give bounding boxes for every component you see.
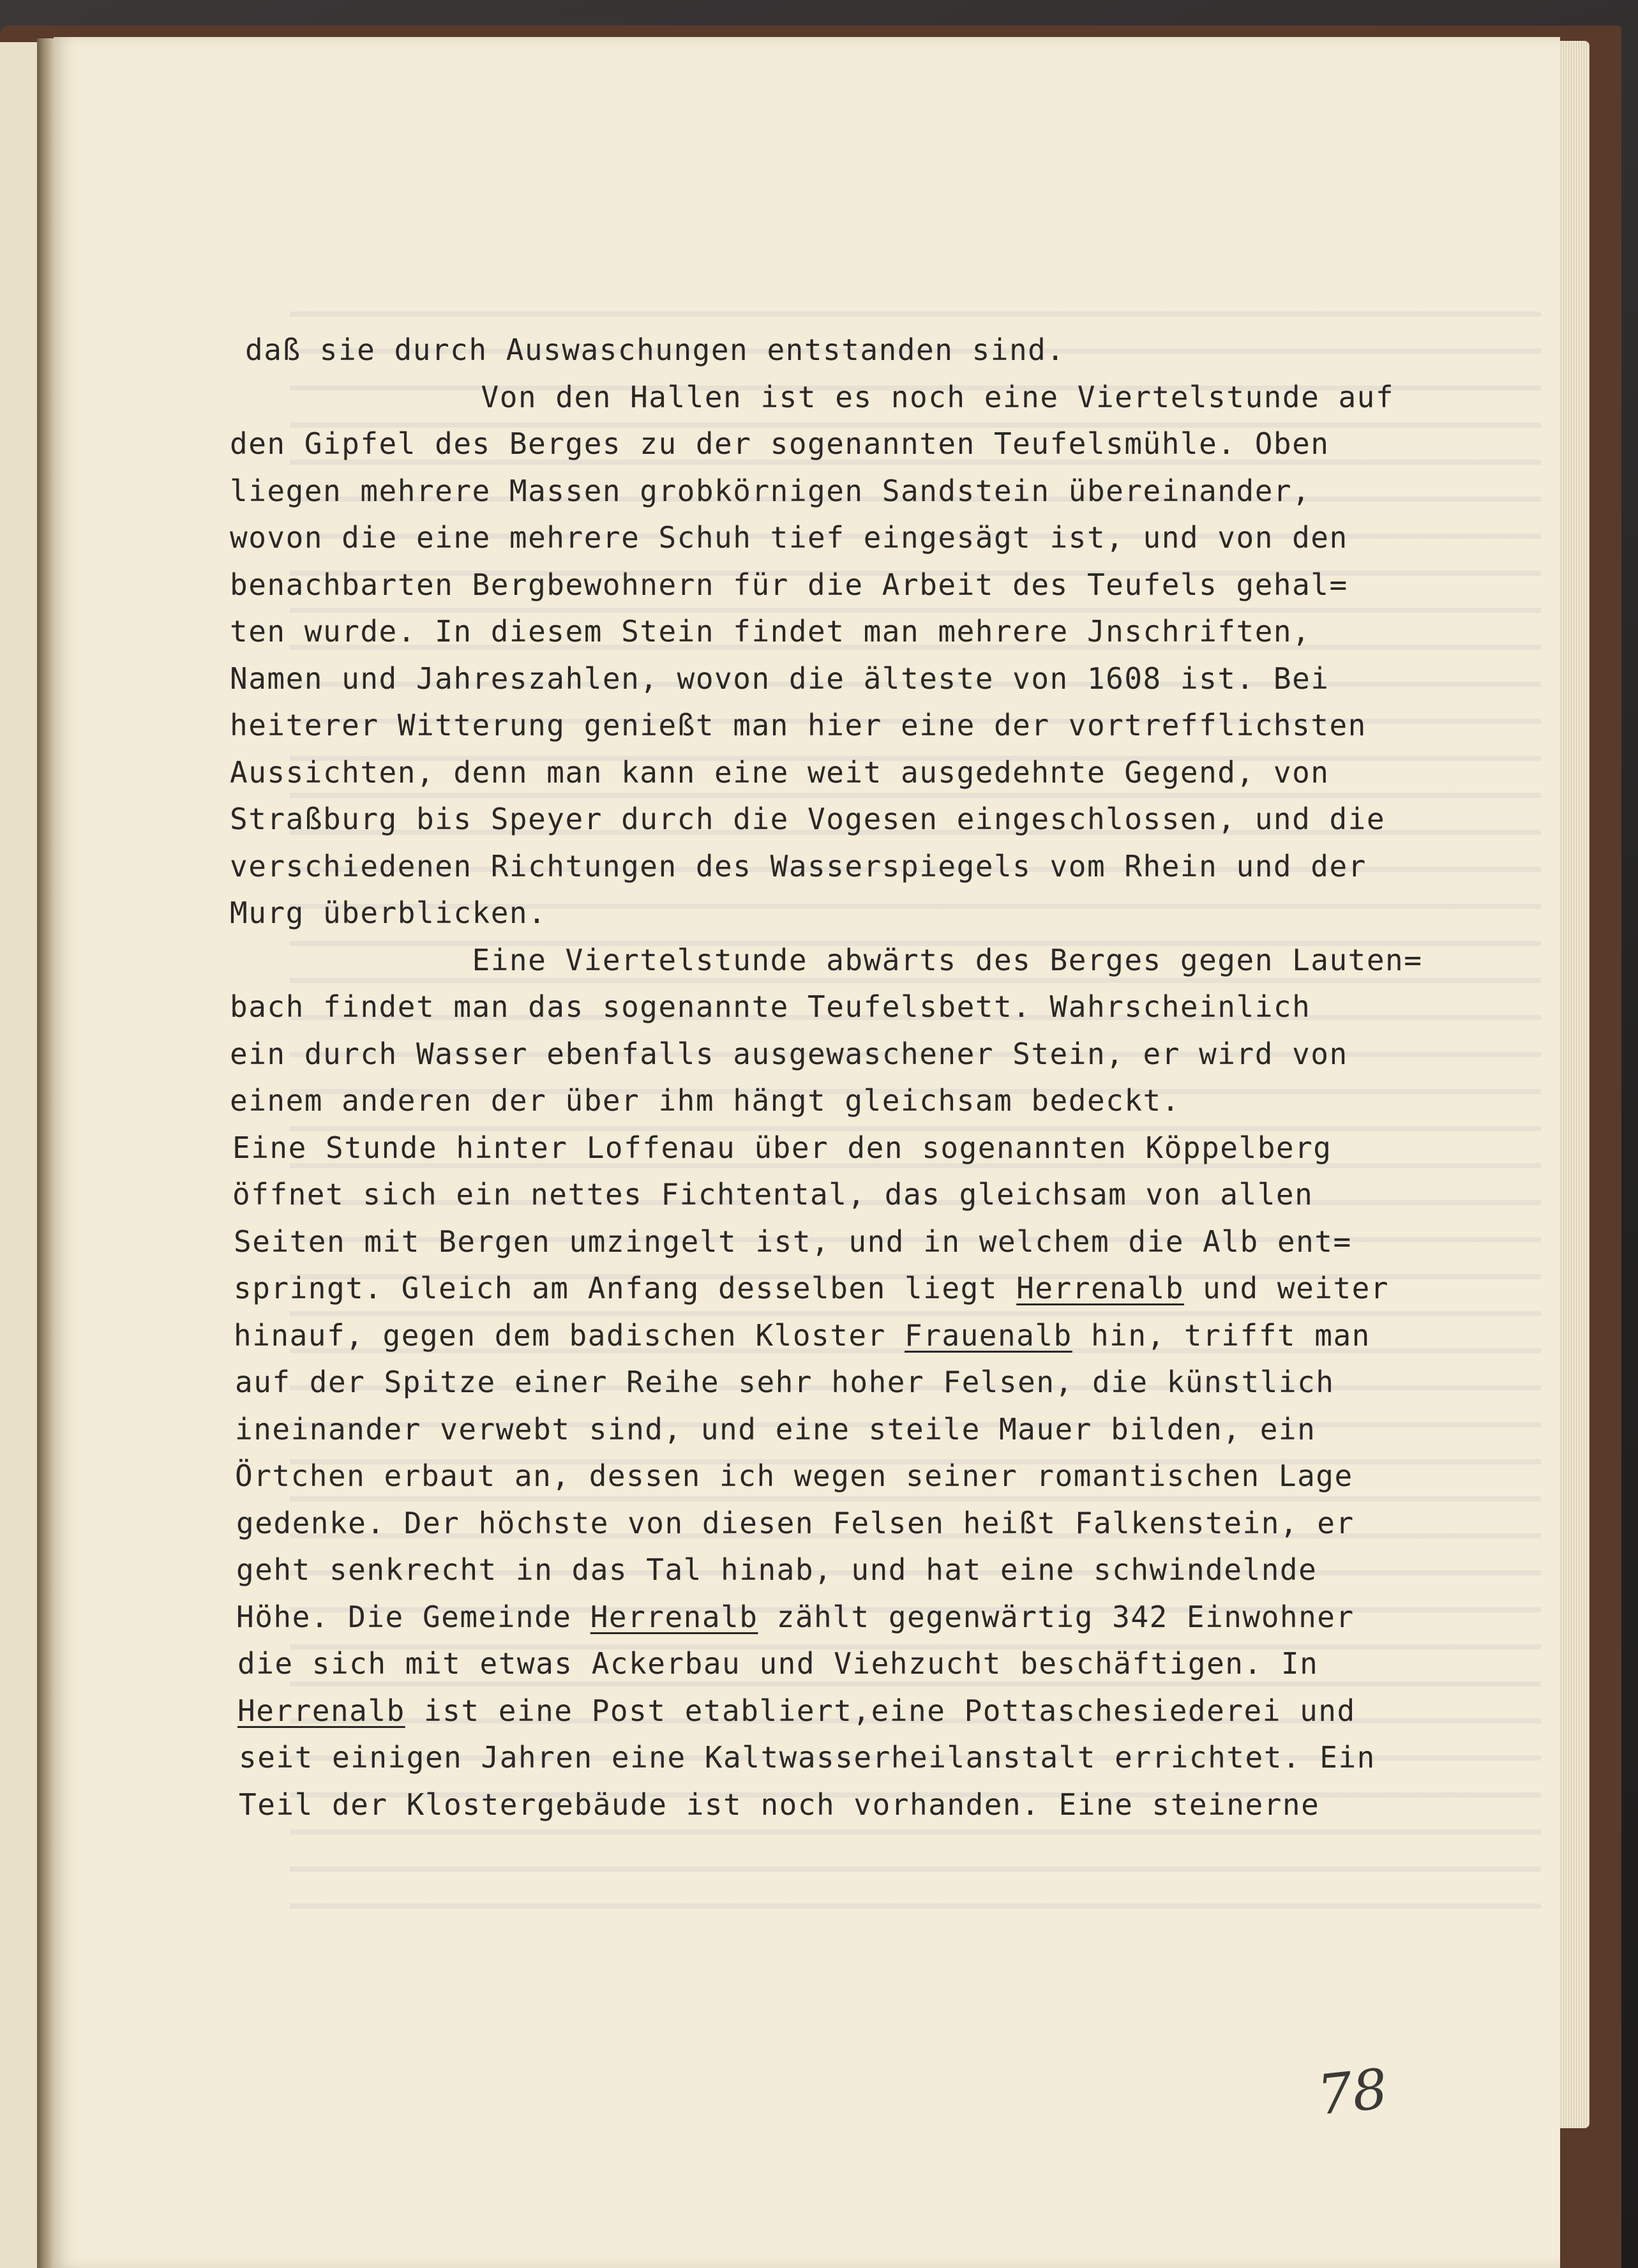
text-line: heiterer Witterung genießt man hier eine der vortrefflichsten [230,708,1367,742]
text-line: Straßburg bis Speyer durch die Vogesen eingeschlossen, und die [230,802,1386,836]
text-line: auf der Spitze einer Reihe sehr hoher Felsen, die künstlich [235,1365,1335,1399]
text-line: Teil der Klostergebäude ist noch vorhanden. Eine steinerne [239,1787,1320,1822]
text-line: den Gipfel des Berges zu der sogenannten Teufelsmühle. Oben [230,426,1330,461]
text-line: Eine Viertelstunde abwärts des Berges gegen Lauten= [230,942,1423,977]
text-line: Aussichten, denn man kann eine weit ausgedehnte Gegend, von [230,755,1330,790]
text-line: einem anderen der über ihm hängt gleichsam bedeckt. [230,1083,1180,1118]
text-line: Murg überblicken. [230,896,547,930]
text-line: Herrenalb ist eine Post etabliert,eine Pottaschesiederei und [237,1693,1356,1728]
text-line: wovon die eine mehrere Schuh tief eingesägt ist, und von den [230,520,1348,555]
text-line: Seiten mit Bergen umzingelt ist, und in welchem die Alb ent= [234,1224,1352,1259]
text-line: springt. Gleich am Anfang desselben liegt Herrenalb und weiter [234,1271,1390,1305]
text-line: gedenke. Der höchste von diesen Felsen heißt Falkenstein, er [236,1505,1355,1540]
text-line: benachbarten Bergbewohnern für die Arbeit des Teufels gehal= [230,567,1348,602]
text-line: bach findet man das sogenannte Teufelsbett. Wahrscheinlich [230,989,1311,1024]
text-line: Namen und Jahreszahlen, wovon die älteste von 1608 ist. Bei [230,661,1330,696]
left-page-edge [0,42,38,2268]
text-line: geht senkrecht in das Tal hinab, und hat eine schwindelnde [236,1552,1318,1587]
text-line: ten wurde. In diesem Stein findet man mehrere Jnschriften, [230,614,1311,649]
text-line: öffnet sich ein nettes Fichtental, das gleichsam von allen [232,1177,1314,1212]
text-line: liegen mehrere Massen grobkörnigen Sandstein übereinander, [230,473,1311,508]
text-line: ein durch Wasser ebenfalls ausgewaschener Stein, er wird von [230,1036,1348,1071]
text-line: Örtchen erbaut an, dessen ich wegen seiner romantischen Lage [235,1459,1353,1493]
text-line: Höhe. Die Gemeinde Herrenalb zählt gegenwärtig 342 Einwohner [236,1599,1355,1634]
page-number: 78 [1314,2057,1391,2128]
text-line: hinauf, gegen dem badischen Kloster Frauenalb hin, trifft man [234,1318,1371,1353]
text-line: Eine Stunde hinter Loffenau über den sogenannten Köppelberg [232,1130,1332,1165]
text-line: ineinander verwebt sind, und eine steile Mauer bilden, ein [235,1411,1316,1446]
text-line: seit einigen Jahren eine Kaltwasserheilanstalt errichtet. Ein [239,1740,1376,1775]
text-line: verschiedenen Richtungen des Wasserspiegels vom Rhein und der [230,848,1367,883]
document-page [54,37,1560,2268]
text-line: daß sie durch Auswaschungen entstanden sind. [245,333,1065,367]
text-line: die sich mit etwas Ackerbau und Viehzucht beschäftigen. In [237,1646,1319,1681]
book-gutter [37,38,54,2268]
text-line: Von den Hallen ist es noch eine Viertelstunde auf [239,379,1395,414]
